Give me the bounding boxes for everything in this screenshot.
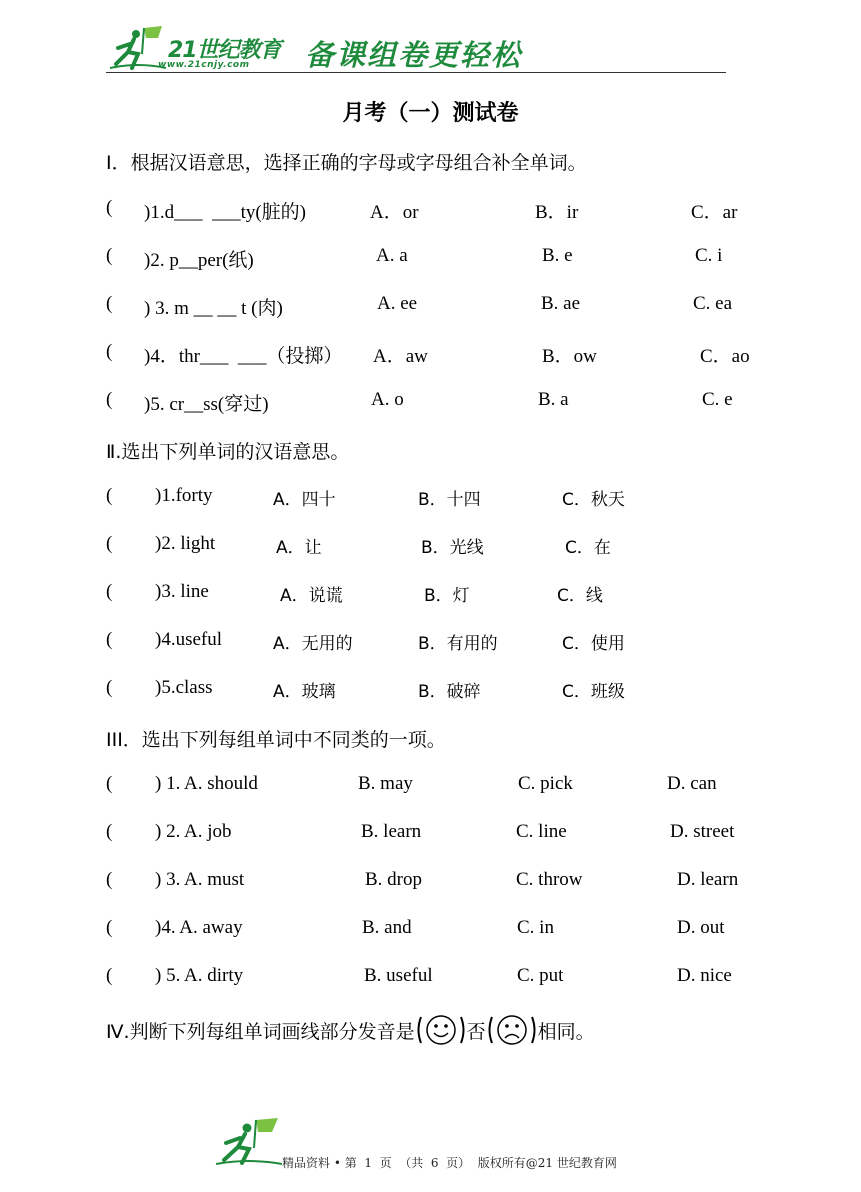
option-a: A．说谎 [280, 586, 343, 606]
part3-row [0, 917, 861, 945]
answer-paren: ( [106, 581, 113, 602]
part3-row [0, 821, 861, 849]
question-text: )4．thr___ ___（投掷） [144, 346, 343, 367]
brand-slogan: 备课组卷更轻松 [305, 38, 523, 72]
answer-paren: ( [106, 821, 113, 842]
option-d: D. out [677, 917, 725, 938]
section-4-text-mid: 否 [466, 1020, 486, 1043]
option-c: C. i [695, 245, 723, 266]
option-b: B. drop [365, 869, 422, 890]
option-c: C．班级 [562, 682, 625, 702]
part1-row [0, 389, 861, 417]
option-b: B．ir [535, 202, 579, 223]
option-b: B. learn [361, 821, 422, 842]
option-b: B. may [358, 773, 413, 794]
answer-paren: ( [106, 389, 113, 410]
answer-paren: ( [106, 629, 113, 650]
part1-row [0, 293, 861, 321]
question-text: )4.useful [155, 629, 223, 650]
section-4-text-after: 相同。 [537, 1020, 595, 1043]
answer-paren: ( [106, 677, 113, 698]
option-a: A. ee [377, 293, 418, 314]
part2-row [0, 677, 861, 705]
option-c: C．秋天 [562, 490, 625, 510]
option-a: A．玻璃 [273, 682, 336, 702]
option-c: C. line [516, 821, 567, 842]
part1-row [0, 197, 861, 225]
brand-name: 21世纪教育 [168, 38, 281, 63]
question-text: ) 5. A. dirty [155, 965, 244, 986]
option-a: A．无用的 [273, 634, 353, 654]
option-b: B．ow [542, 346, 597, 367]
answer-paren: ( [106, 533, 113, 554]
option-c: C．ao [700, 346, 750, 367]
answer-paren: ( [106, 917, 113, 938]
option-c: C. pick [518, 773, 573, 794]
footer-running-man-logo-icon [214, 1116, 284, 1168]
option-c: C．ar [691, 202, 738, 223]
answer-paren: ( [106, 245, 113, 266]
option-c: C．使用 [562, 634, 625, 654]
question-text: )5. cr__ss(穿过) [144, 394, 269, 415]
part3-row [0, 869, 861, 897]
part1-row [0, 245, 861, 273]
option-a: A．让 [276, 538, 322, 558]
question-text: ) 2. A. job [155, 821, 232, 842]
answer-paren: ( [106, 485, 113, 506]
part2-row [0, 533, 861, 561]
option-b: B．十四 [418, 490, 481, 510]
option-c: C. throw [516, 869, 583, 890]
sad-face-icon [486, 1013, 538, 1047]
answer-paren: ( [106, 773, 113, 794]
option-d: D. nice [677, 965, 732, 986]
option-c: C．在 [565, 538, 611, 558]
question-text: )2. light [155, 533, 216, 554]
option-b: B．光线 [421, 538, 484, 558]
option-c: C. put [517, 965, 564, 986]
question-text: )5.class [155, 677, 213, 698]
part3-row [0, 773, 861, 801]
option-d: D. street [670, 821, 735, 842]
option-d: D. can [667, 773, 717, 794]
option-a: A．四十 [273, 490, 336, 510]
option-c: C. e [702, 389, 733, 410]
header-divider [106, 72, 726, 73]
option-d: D. learn [677, 869, 739, 890]
question-text: ) 3. A. must [155, 869, 245, 890]
part2-row [0, 485, 861, 513]
page-title: 月考（一）测试卷 [342, 101, 519, 126]
question-text: )1.d___ ___ty(脏的) [144, 202, 307, 223]
answer-paren: ( [106, 869, 113, 890]
section-3-heading: III．选出下列每组单词中不同类的一项。 [106, 729, 446, 751]
option-b: B. a [538, 389, 569, 410]
option-b: B. ae [541, 293, 581, 314]
smiley-face-icon [415, 1013, 467, 1047]
answer-paren: ( [106, 293, 113, 314]
part3-row [0, 965, 861, 993]
section-4-text-before: Ⅳ.判断下列每组单词画线部分发音是 [106, 1020, 415, 1043]
brand-url: www.21cnjy.com [158, 60, 250, 70]
section-1-heading: I．根据汉语意思，选择正确的字母或字母组合补全单词。 [106, 152, 587, 174]
option-b: B．灯 [424, 586, 470, 606]
option-a: A. o [371, 389, 404, 410]
option-a: A．or [370, 202, 419, 223]
option-b: B．破碎 [418, 682, 481, 702]
option-b: B．有用的 [418, 634, 498, 654]
question-text: )4. A. away [155, 917, 243, 938]
part2-row [0, 581, 861, 609]
option-c: C. in [517, 917, 554, 938]
section-2-heading: Ⅱ.选出下列单词的汉语意思。 [106, 441, 350, 463]
answer-paren: ( [106, 341, 113, 362]
option-b: B. and [362, 917, 412, 938]
option-c: C．线 [557, 586, 603, 606]
option-a: A. a [376, 245, 408, 266]
question-text: )3. line [155, 581, 209, 602]
answer-paren: ( [106, 965, 113, 986]
section-4-heading [106, 1012, 595, 1048]
option-b: B. useful [364, 965, 433, 986]
option-c: C. ea [693, 293, 733, 314]
question-text: )2. p__per(纸) [144, 250, 254, 271]
question-text: )1.forty [155, 485, 213, 506]
question-text: ) 3. m __ __ t (肉) [144, 298, 283, 319]
option-b: B. e [542, 245, 573, 266]
part2-row [0, 629, 861, 657]
answer-paren: ( [106, 197, 113, 218]
footer-text: 精品资料 • 第 1 页 （共 6 页） 版权所有@21 世纪教育网 [282, 1156, 617, 1170]
part1-row [0, 341, 861, 369]
option-a: A．aw [373, 346, 428, 367]
question-text: ) 1. A. should [155, 773, 258, 794]
